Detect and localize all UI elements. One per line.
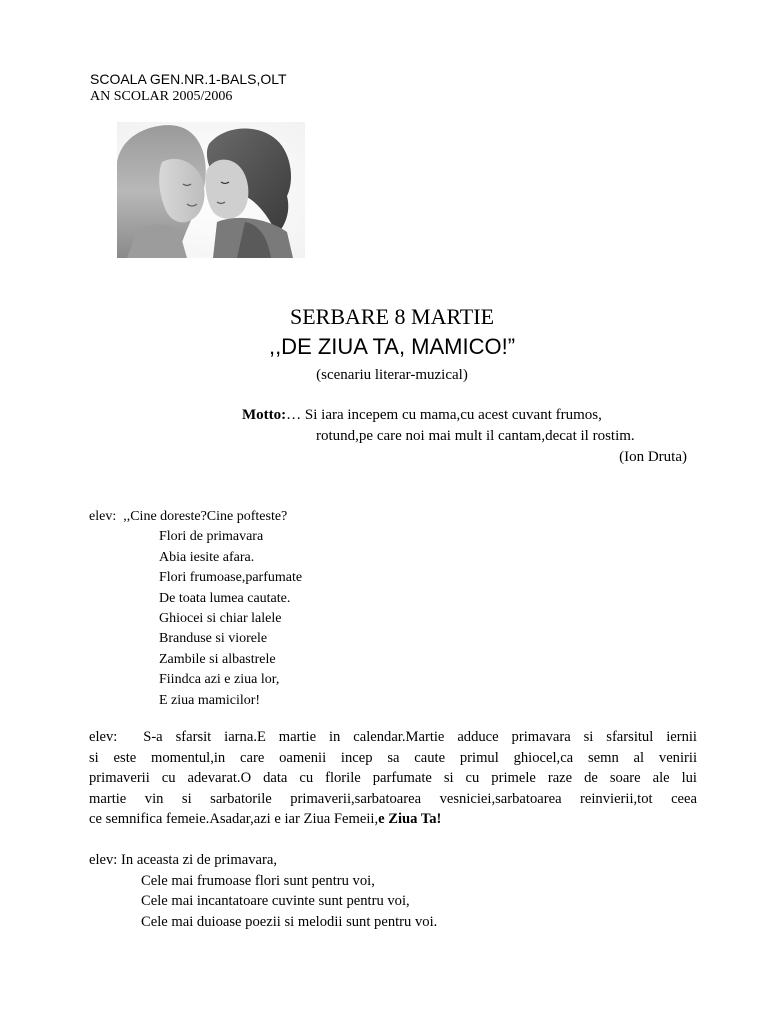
poem-line: Flori de primavara: [159, 529, 264, 545]
paragraph-line: si este momentul,in care oamenii incep sa caute primul ghiocel,ca semn al venirii: [89, 749, 697, 766]
paragraph-line: martie vin si sarbatorile primaverii,sarbatoarea vesniciei,sarbatoarea reinvierii,tot ceea: [89, 790, 697, 807]
motto-block: [242, 405, 692, 468]
prose-paragraph: [89, 727, 697, 830]
motto-label: Motto:: [242, 407, 287, 423]
poem-line: Flori frumoase,parfumate: [159, 570, 303, 586]
poem-line: Fiindca azi e ziua lor,: [159, 672, 280, 688]
poem-line: ,,Cine doreste?Cine pofteste?: [123, 509, 288, 524]
poem-line: In aceasta zi de primavara,: [121, 852, 278, 868]
school-year: AN SCOLAR 2005/2006: [90, 89, 233, 104]
motto-line-2: rotund,pe care noi mai mult il cantam,decat il rostim.: [316, 428, 635, 444]
poem-1: [89, 507, 302, 711]
paragraph-line: ce semnifica femeie.Asadar,azi e iar Ziua Femeii,: [89, 811, 379, 828]
school-header: [90, 70, 287, 106]
scenario-note: (scenariu literar-muzical): [316, 367, 468, 383]
poem-line: De toata lumea cautate.: [159, 590, 291, 606]
motto-line-1: … Si iara incepem cu mama,cu acest cuvant frumos,: [286, 407, 602, 423]
mother-daughter-photo: [117, 122, 305, 258]
page-subtitle: ,,DE ZIUA TA, MAMICO!”: [268, 334, 516, 359]
paragraph-line: primaverii cu adevarat.O data cu florile parfumate si cu primele raze de soare ale lui: [89, 770, 697, 787]
speaker-label: elev:: [89, 729, 118, 745]
motto-author: (Ion Druta): [619, 449, 687, 465]
poem-line: Cele mai frumoase flori sunt pentru voi,: [141, 872, 375, 889]
speaker-label: elev:: [89, 509, 117, 524]
page-title: SERBARE 8 MARTIE: [289, 304, 495, 329]
poem-line: Cele mai incantatoare cuvinte sunt pentru voi,: [141, 893, 410, 909]
photo-illustration: [117, 122, 305, 258]
poem-line: Zambile si albastrele: [159, 651, 276, 667]
poem-line: Cele mai duioase poezii si melodii sunt pentru voi.: [141, 913, 438, 930]
speaker-label: elev:: [89, 852, 118, 868]
paragraph-emphasis: e Ziua Ta!: [378, 811, 442, 828]
school-name: SCOALA GEN.NR.1-BALS,OLT: [90, 71, 287, 87]
poem-line: Branduse si viorele: [159, 631, 268, 647]
poem-line: E ziua mamicilor!: [159, 692, 261, 708]
poem-line: Abia iesite afara.: [159, 549, 255, 565]
paragraph-line: S-a sfarsit iarna.E martie in calendar.Martie adduce primavara si sfarsitul iernii: [143, 729, 697, 745]
poem-line: Ghiocei si chiar lalele: [159, 611, 282, 627]
poem-2: [89, 850, 437, 932]
